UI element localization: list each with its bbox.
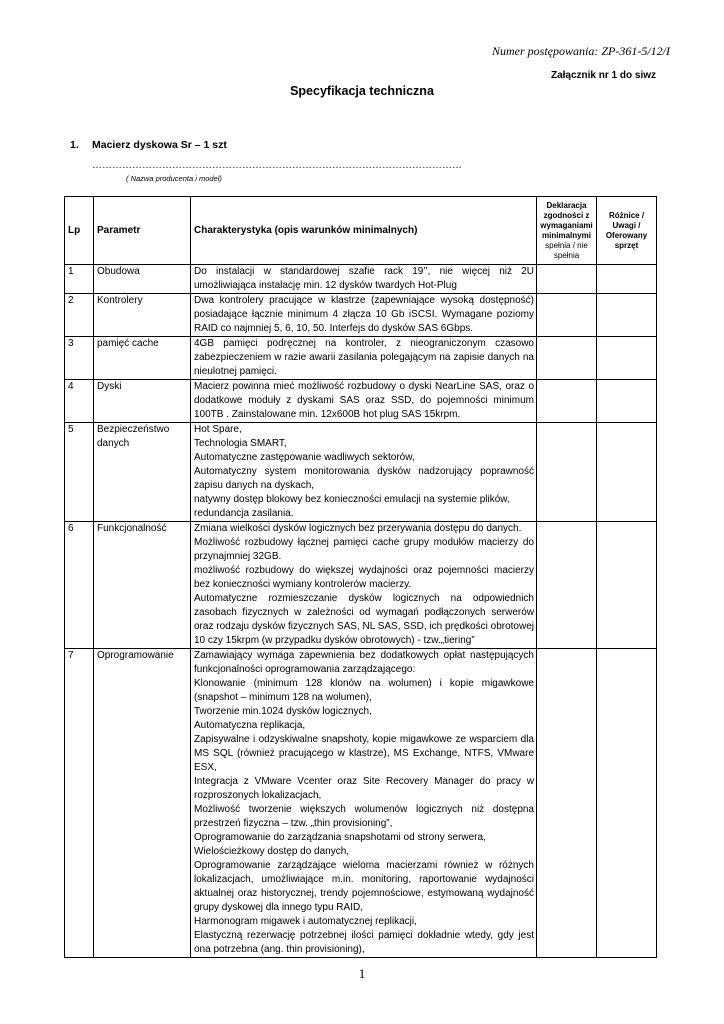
page-number: 1 — [358, 966, 366, 981]
description-line: Zmiana wielkości dysków logicznych bez przerywania dostępu do danych. — [194, 523, 522, 534]
description-line: Oprogramowanie zarządzające wieloma macierzami również w różnych lokalizacjach, umożliwiające m.in. monitoring, raportowanie wydajności aktualnej oraz historycznej, trendy pojemnościowe, estymowaną wydajność grupy dyskowej dla innego typu RAID, — [194, 860, 534, 913]
description-line: Dwa kontrolery pracujące w klastrze (zapewniające wysoką dostępność) posiadające łącznie minimum 4 złącza 10 Gb iSCSI. Wymagane poziomy RAID co najmniej 5, 6, 10, 50. Interfejs do dysków SAS 6Gbps. — [194, 295, 534, 334]
row-parameter: Dyski — [94, 380, 191, 423]
table-row — [65, 337, 657, 380]
description-line: Zamawiający wymaga zapewnienia bez dodatkowych opłat następujących funkcjonalności oprogramowania zarządzającego: — [194, 650, 534, 675]
row-declaration-cell[interactable] — [537, 294, 597, 337]
row-parameter: Kontrolery — [94, 294, 191, 337]
attachment-label: Załącznik nr 1 do siwz — [550, 70, 656, 81]
table-header-row — [65, 197, 657, 265]
page-title: Specyfikacja techniczna — [290, 84, 434, 98]
header-declaration-title: Deklaracja zgodności z wymaganiami minimalnymi — [540, 200, 593, 240]
row-lp: 5 — [65, 423, 94, 522]
row-parameter: Oprogramowanie — [94, 649, 191, 958]
row-differences-cell[interactable] — [597, 423, 657, 522]
row-declaration-cell[interactable] — [537, 380, 597, 423]
row-description — [191, 649, 537, 958]
row-description — [191, 380, 537, 423]
row-declaration-cell[interactable] — [537, 649, 597, 958]
row-description — [191, 294, 537, 337]
header-declaration-sub: spełnia / nie spełnia — [545, 240, 588, 260]
description-line: Automatyczne rozmieszczanie dysków logicznych na odpowiednich zasobach fizycznych w zależności od wymagań podłączonych serwerów oraz rodzaju dysków fizycznych SAS, NL SAS, SSD, ich prędkości obrotowej 10 czy 15krpm (w przypadku dysków obrotowych) - tzw.„tiering” — [194, 593, 534, 646]
row-lp: 7 — [65, 649, 94, 958]
row-description — [191, 337, 537, 380]
row-description — [191, 522, 537, 649]
description-line: Technologia SMART, — [194, 438, 287, 449]
table-row — [65, 294, 657, 337]
description-line: Hot Spare, — [194, 424, 242, 435]
table-row — [65, 649, 657, 958]
description-line: Automatyczne zastępowanie wadliwych sektorów, — [194, 452, 415, 463]
table-row — [65, 265, 657, 294]
row-differences-cell[interactable] — [597, 649, 657, 958]
row-description — [191, 423, 537, 522]
row-differences-cell[interactable] — [597, 294, 657, 337]
row-parameter: Funkcjonalność — [94, 522, 191, 649]
row-description — [191, 265, 537, 294]
row-declaration-cell[interactable] — [537, 337, 597, 380]
procedure-number: Numer postępowania: ZP-361-5/12/I — [492, 44, 670, 58]
row-lp: 4 — [65, 380, 94, 423]
row-parameter: pamięć cache — [94, 337, 191, 380]
description-line: Elastyczną rezerwację potrzebnej ilości pamięci dokładnie wtedy, gdy jest ona potrzebna (ang. thin provisioning), — [194, 930, 534, 955]
row-differences-cell[interactable] — [597, 265, 657, 294]
description-line: Automatyczna replikacja, — [194, 720, 306, 731]
row-declaration-cell[interactable] — [537, 265, 597, 294]
header-parameter: Parametr — [94, 197, 191, 265]
description-line: natywny dostęp blokowy bez konieczności emulacji na systemie plików, — [194, 494, 510, 505]
description-line: 4GB pamięci podręcznej na kontroler, z nieograniczonym czasowo zabezpieczeniem w razie awarii zasilania polegającym na zapisie danych na nieulotnej pamięci. — [194, 338, 534, 377]
header-description: Charakterystyka (opis warunków minimalnych) — [191, 197, 537, 265]
description-line: Harmonogram migawek i automatycznej replikacji, — [194, 916, 417, 927]
producer-fill-line: ………………………………………………………………………………………………… — [92, 160, 462, 171]
description-line: Klonowanie (minimum 128 klonów na wolumen) i kopie migawkowe (snapshot – minimum 128 na wolumen), — [194, 678, 534, 703]
description-line: Automatyczny system monitorowania dysków nadzorujący poprawność zapisu danych na dyskach, — [194, 466, 534, 491]
table-row — [65, 423, 657, 522]
header-lp: Lp — [65, 197, 94, 265]
row-declaration-cell[interactable] — [537, 522, 597, 649]
description-line: Macierz powinna mieć możliwość rozbudowy o dyski NearLine SAS, oraz o dodatkowe moduły z dyskami SAS oraz SSD, do pojemności minimum 100TB . Zainstalowane min. 12x600B hot plug SAS 15krpm. — [194, 381, 534, 420]
row-differences-cell[interactable] — [597, 522, 657, 649]
description-line: Tworzenie min.1024 dysków logicznych, — [194, 706, 372, 717]
description-line: Możliwość rozbudowy łącznej pamięci cache grupy modułów macierzy do przynajmniej 32GB. — [194, 537, 534, 562]
header-declaration — [537, 197, 597, 265]
description-line: Zapisywalne i odzyskiwalne snapshoty, kopie migawkowe ze wsparciem dla MS SQL (również pracującego w klastrze), MS Exchange, NTFS, VMware ESX, — [194, 734, 534, 773]
row-lp: 2 — [65, 294, 94, 337]
section-number: 1. — [70, 139, 79, 151]
description-line: Do instalacji w standardowej szafie rack 19’’, nie więcej niż 2U umożliwiająca instalację min. 12 dysków twardych Hot-Plug — [194, 266, 534, 291]
row-lp: 3 — [65, 337, 94, 380]
row-lp: 1 — [65, 265, 94, 294]
description-line: Możliwość tworzenie większych wolumenów logicznych niż dostępna przestrzeń fizyczna – tzw. „thin provisioning”, — [194, 804, 534, 829]
row-differences-cell[interactable] — [597, 337, 657, 380]
row-differences-cell[interactable] — [597, 380, 657, 423]
description-line: Integracja z VMware Vcenter oraz Site Recovery Manager do pracy w rozproszonych lokalizacjach, — [194, 776, 534, 801]
table-row — [65, 380, 657, 423]
section-title: Macierz dyskowa Sr – 1 szt — [92, 139, 227, 151]
table-row — [65, 522, 657, 649]
producer-fill-note: ( Nazwa producenta i model) — [126, 174, 222, 183]
header-differences: Różnice / Uwagi / Oferowany sprzęt — [597, 197, 657, 265]
description-line: Wielościeżkowy dostęp do danych, — [194, 846, 350, 857]
row-parameter: Obudowa — [94, 265, 191, 294]
description-line: Oprogramowanie do zarządzania snapshotami od strony serwera, — [194, 832, 486, 843]
row-declaration-cell[interactable] — [537, 423, 597, 522]
description-line: możliwość rozbudowy do większej wydajności oraz pojemności macierzy bez konieczności wymiany kontrolerów macierzy. — [194, 565, 534, 590]
row-parameter: Bezpieczeństwo danych — [94, 423, 191, 522]
row-lp: 6 — [65, 522, 94, 649]
description-line: redundancja zasilania. — [194, 508, 294, 519]
spec-table — [64, 196, 657, 958]
section-heading — [70, 139, 227, 151]
